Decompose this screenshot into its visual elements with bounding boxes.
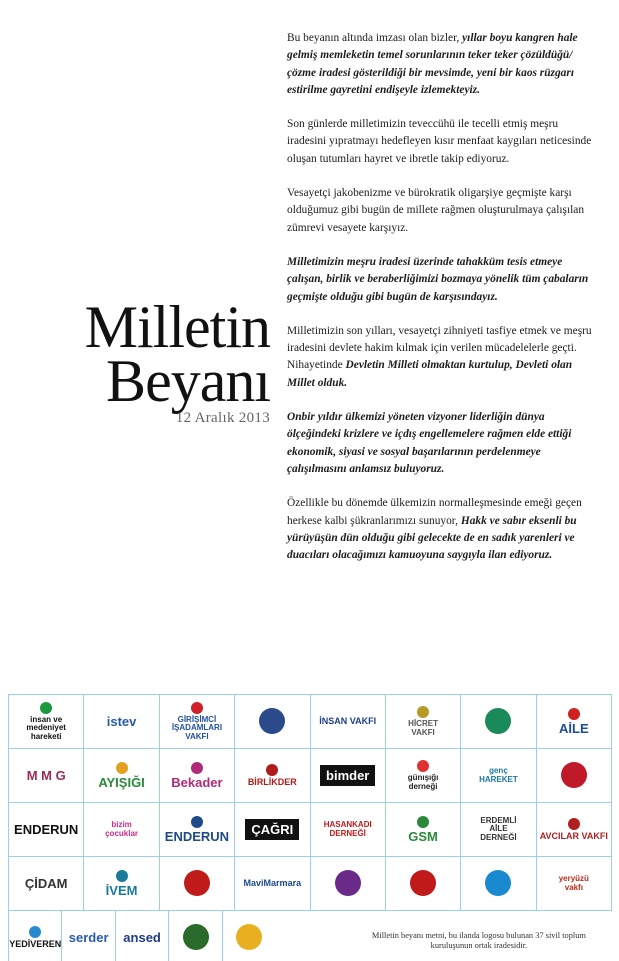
logo-text: İNSAN VAKFI (319, 715, 377, 726)
organization-logo (245, 819, 299, 841)
paragraph (287, 185, 597, 237)
logo-text: bizim (111, 820, 132, 830)
logo-text: yeryüzü (558, 874, 589, 884)
logo-cell (9, 857, 84, 911)
logo-cell (311, 857, 386, 911)
logo-cell (160, 749, 235, 803)
declaration-text (287, 30, 597, 581)
logo-cell (223, 911, 276, 961)
logo-mark-icon (183, 924, 209, 950)
logo-cell (116, 911, 169, 961)
logo-text: ÇİDAM (24, 875, 68, 891)
logo-mark-icon (335, 870, 361, 896)
logo-mark-icon (116, 870, 128, 882)
logo-text: derneği (408, 781, 438, 791)
logo-cell (160, 857, 235, 911)
organization-logo (165, 816, 229, 844)
logo-mark-icon (561, 762, 587, 788)
organization-logo (123, 931, 161, 945)
body-text: Vesayetçi jakobenizme ve bürokratik oligarşiye geçmişte karşı olduğumuz gibi bugün de millete rağmen oluşturulmaya çalışılan zümrevi vesayete karşıyız. (287, 187, 585, 234)
logo-text: Bekader (171, 774, 223, 790)
organization-logo (540, 818, 608, 841)
emphasis-text: Onbir yıldır ülkemizi yöneten vizyoner liderliğin dünya ölçeğindeki krizlere ve içdış engellemelere rağmen elde ettiği ekonomik, siyasi ve sosyal başarılarının perdelenmeye çalışılmasını anlamsız buluyoruz. (287, 411, 572, 475)
logo-text: HİCRET (408, 719, 438, 729)
paragraph (287, 495, 597, 564)
organization-logo (25, 877, 68, 891)
logo-cell (9, 749, 84, 803)
logo-mark-icon (236, 924, 262, 950)
logo-cell (84, 749, 159, 803)
logo-text: hareketi (30, 731, 62, 741)
logo-text: BİRLİKDER (247, 776, 297, 787)
paragraph (287, 254, 597, 306)
logo-cell (311, 695, 386, 749)
logo-cell (62, 911, 115, 961)
organization-logo (26, 702, 66, 741)
logo-cell (160, 803, 235, 857)
logo-text: AİLE (489, 824, 508, 834)
logo-cell (461, 803, 536, 857)
logo-row (8, 857, 612, 911)
logo-text: HASANKADI (323, 820, 372, 830)
logo-text: insan ve (30, 714, 63, 724)
logo-mark-icon (568, 818, 580, 830)
logo-cell (9, 803, 84, 857)
logo-text: DERNEĞİ (480, 832, 517, 842)
logo-cell (84, 857, 159, 911)
logo-cell (169, 911, 222, 961)
logo-cell (461, 749, 536, 803)
logo-mark-icon (116, 762, 128, 774)
logo-text: YEDİVEREN (9, 938, 62, 949)
paragraph (287, 409, 597, 478)
emphasis-text: Devletin Milleti olmaktan kurtulup, Devleti olan Millet olduk. (287, 359, 573, 389)
emphasis-text: Hakk ve sabır eksenli bu yürüyüşün dün olduğu gibi gelecekte de en sadık yarenleri ve duacıları olacağımızı kamuoyuna saygıyla ilan ediyoruz. (287, 514, 577, 562)
organization-logo (559, 875, 589, 892)
logo-text: AYIŞIĞI (98, 774, 145, 790)
logo-text: AVCILAR VAKFI (539, 830, 608, 841)
body-text: Milletimizin son yılları, vesayetçi zihniyeti tasfiye etmek ve meşru iradesini devlete hakim kılmak için verilen mücadelelerle geçti. Nihayetinde (287, 324, 592, 372)
logo-text: AİLE (559, 720, 589, 736)
logo-cell (311, 803, 386, 857)
logo-text: VAKFI (411, 727, 435, 737)
logo-cell (386, 749, 461, 803)
logo-text: ansed (123, 929, 161, 945)
logo-cell (84, 695, 159, 749)
logo-text: istev (106, 713, 137, 729)
logo-cell (235, 749, 310, 803)
logo-mark-icon (410, 870, 436, 896)
body-text: Son günlerde milletimizin teveccühü ile tecelli etmiş meşru iradesini yıpratmayı hedefleyen kısır menfaat kaygıları neticesinde oluşan tutumları hayret ve ibretle takip ediyoruz. (287, 118, 592, 165)
logo-mark-icon (568, 708, 580, 720)
organization-logo (559, 708, 589, 736)
organization-logo (259, 708, 285, 736)
logo-text: medeniyet (26, 723, 66, 733)
paragraph (287, 323, 597, 392)
logo-text: İŞADAMLARI (171, 723, 223, 733)
logo-mark-icon (485, 870, 511, 896)
logo-text: İVEM (105, 882, 138, 898)
organization-logo (184, 870, 210, 898)
logo-text: genç (489, 766, 508, 776)
organization-logo (485, 708, 511, 736)
logo-row (8, 749, 612, 803)
organization-logo (172, 702, 222, 741)
logo-row (8, 803, 612, 857)
page-title-line2: Beyanı (106, 348, 270, 414)
logo-cell (537, 749, 612, 803)
organization-logo (107, 715, 137, 729)
organization-logo (105, 821, 138, 838)
logo-mark-icon (184, 870, 210, 896)
emphasis-text: yıllar boyu kangren hale gelmiş memleketin temel sorunlarının teker teker çözüldüğü/çözme iradesi gösterildiği bir mevsimde, yeni bir kaos rüzgarı estirilme gayretini endişeyle izlemekteyiz. (287, 32, 578, 96)
logo-cell (235, 803, 310, 857)
logo-cell (311, 749, 386, 803)
logo-mark-icon (29, 926, 41, 938)
logo-cell (386, 803, 461, 857)
logo-mark-icon (40, 702, 52, 714)
logo-mark-icon (259, 708, 285, 734)
logo-cell (537, 803, 612, 857)
footer-note-cell (276, 911, 612, 961)
body-text: Özellikle bu dönemde ülkemizin normalleşmesinde emeği geçen herkese kalbi şükranlarımızı sunuyor, (287, 497, 582, 527)
organization-logo (14, 823, 78, 837)
organization-logo (183, 924, 209, 952)
logo-cell (9, 695, 84, 749)
title-block (30, 294, 270, 427)
organization-logo (319, 717, 376, 726)
organization-logo (69, 931, 109, 945)
page-title-line1: Milletin (84, 294, 270, 360)
organization-logo (244, 879, 302, 888)
organization-logo (171, 762, 222, 790)
organization-logo (408, 760, 439, 791)
organization-logo (320, 765, 375, 787)
paragraph (287, 30, 597, 99)
logo-cell (537, 857, 612, 911)
logo-text: çocuklar (105, 828, 139, 838)
logo-text: ÇAĞRI (251, 821, 294, 837)
body-text: Bu beyanın altında imzası olan bizler, (287, 32, 463, 44)
logo-text: ENDERUN (14, 821, 79, 837)
organization-logo (106, 870, 138, 898)
logo-text: VAKFI (185, 731, 209, 741)
logo-cell (160, 695, 235, 749)
logo-cell (386, 857, 461, 911)
organization-logo (324, 821, 372, 838)
logo-text: M M G (26, 767, 66, 783)
paragraph (287, 116, 597, 168)
logo-cell (84, 803, 159, 857)
logo-text: HAREKET (479, 774, 518, 784)
logo-cell (537, 695, 612, 749)
logo-grid (8, 694, 612, 961)
logo-mark-icon (485, 708, 511, 734)
organization-logo (408, 706, 438, 737)
footer-note: Milletin beyanı metni, bu ilanda logosu bulunan 37 sivil toplum kuruluşunun ortak iradesidir. (371, 931, 586, 950)
logo-row (8, 911, 612, 961)
logo-mark-icon (417, 816, 429, 828)
logo-mark-icon (266, 764, 278, 776)
logo-mark-icon (191, 762, 203, 774)
organization-logo (410, 870, 436, 898)
logo-cell (461, 695, 536, 749)
logo-text: ERDEMLİ (480, 815, 517, 825)
logo-text: MaviMarmara (243, 877, 302, 888)
organization-logo (561, 762, 587, 790)
logo-text: günışığı (407, 773, 439, 783)
logo-cell (386, 695, 461, 749)
organization-logo (479, 767, 518, 784)
logo-text: bimder (326, 767, 370, 783)
logo-cell (235, 695, 310, 749)
logo-text: vakfı (564, 882, 583, 892)
logo-text: ENDERUN (164, 828, 230, 844)
organization-logo (248, 764, 297, 787)
logo-text: GİRİŞİMCİ (177, 714, 217, 724)
logo-mark-icon (417, 760, 429, 772)
organization-logo (9, 926, 61, 949)
logo-text: GSM (408, 828, 438, 844)
logo-mark-icon (417, 706, 429, 718)
organization-logo (335, 870, 361, 898)
organization-logo (408, 816, 438, 844)
emphasis-text: Milletimizin meşru iradesi üzerinde tahakküm tesis etmeye çalışan, birlik ve beraberliğimizi bozmaya yönelik tüm çabaların geçmişte olduğu gibi bugün de karşısındayız. (287, 255, 589, 303)
logo-row (8, 694, 612, 749)
logo-cell (461, 857, 536, 911)
logo-text: serder (68, 929, 109, 945)
page-date: 12 Aralık 2013 (175, 410, 270, 426)
logo-cell (235, 857, 310, 911)
organization-logo (236, 924, 262, 952)
organization-logo (480, 817, 516, 842)
logo-text: DERNEĞİ (329, 828, 366, 838)
organization-logo (27, 769, 66, 783)
logo-mark-icon (191, 816, 203, 828)
organization-logo (485, 870, 511, 898)
organization-logo (98, 762, 144, 790)
logo-mark-icon (191, 702, 203, 714)
logo-cell (9, 911, 62, 961)
